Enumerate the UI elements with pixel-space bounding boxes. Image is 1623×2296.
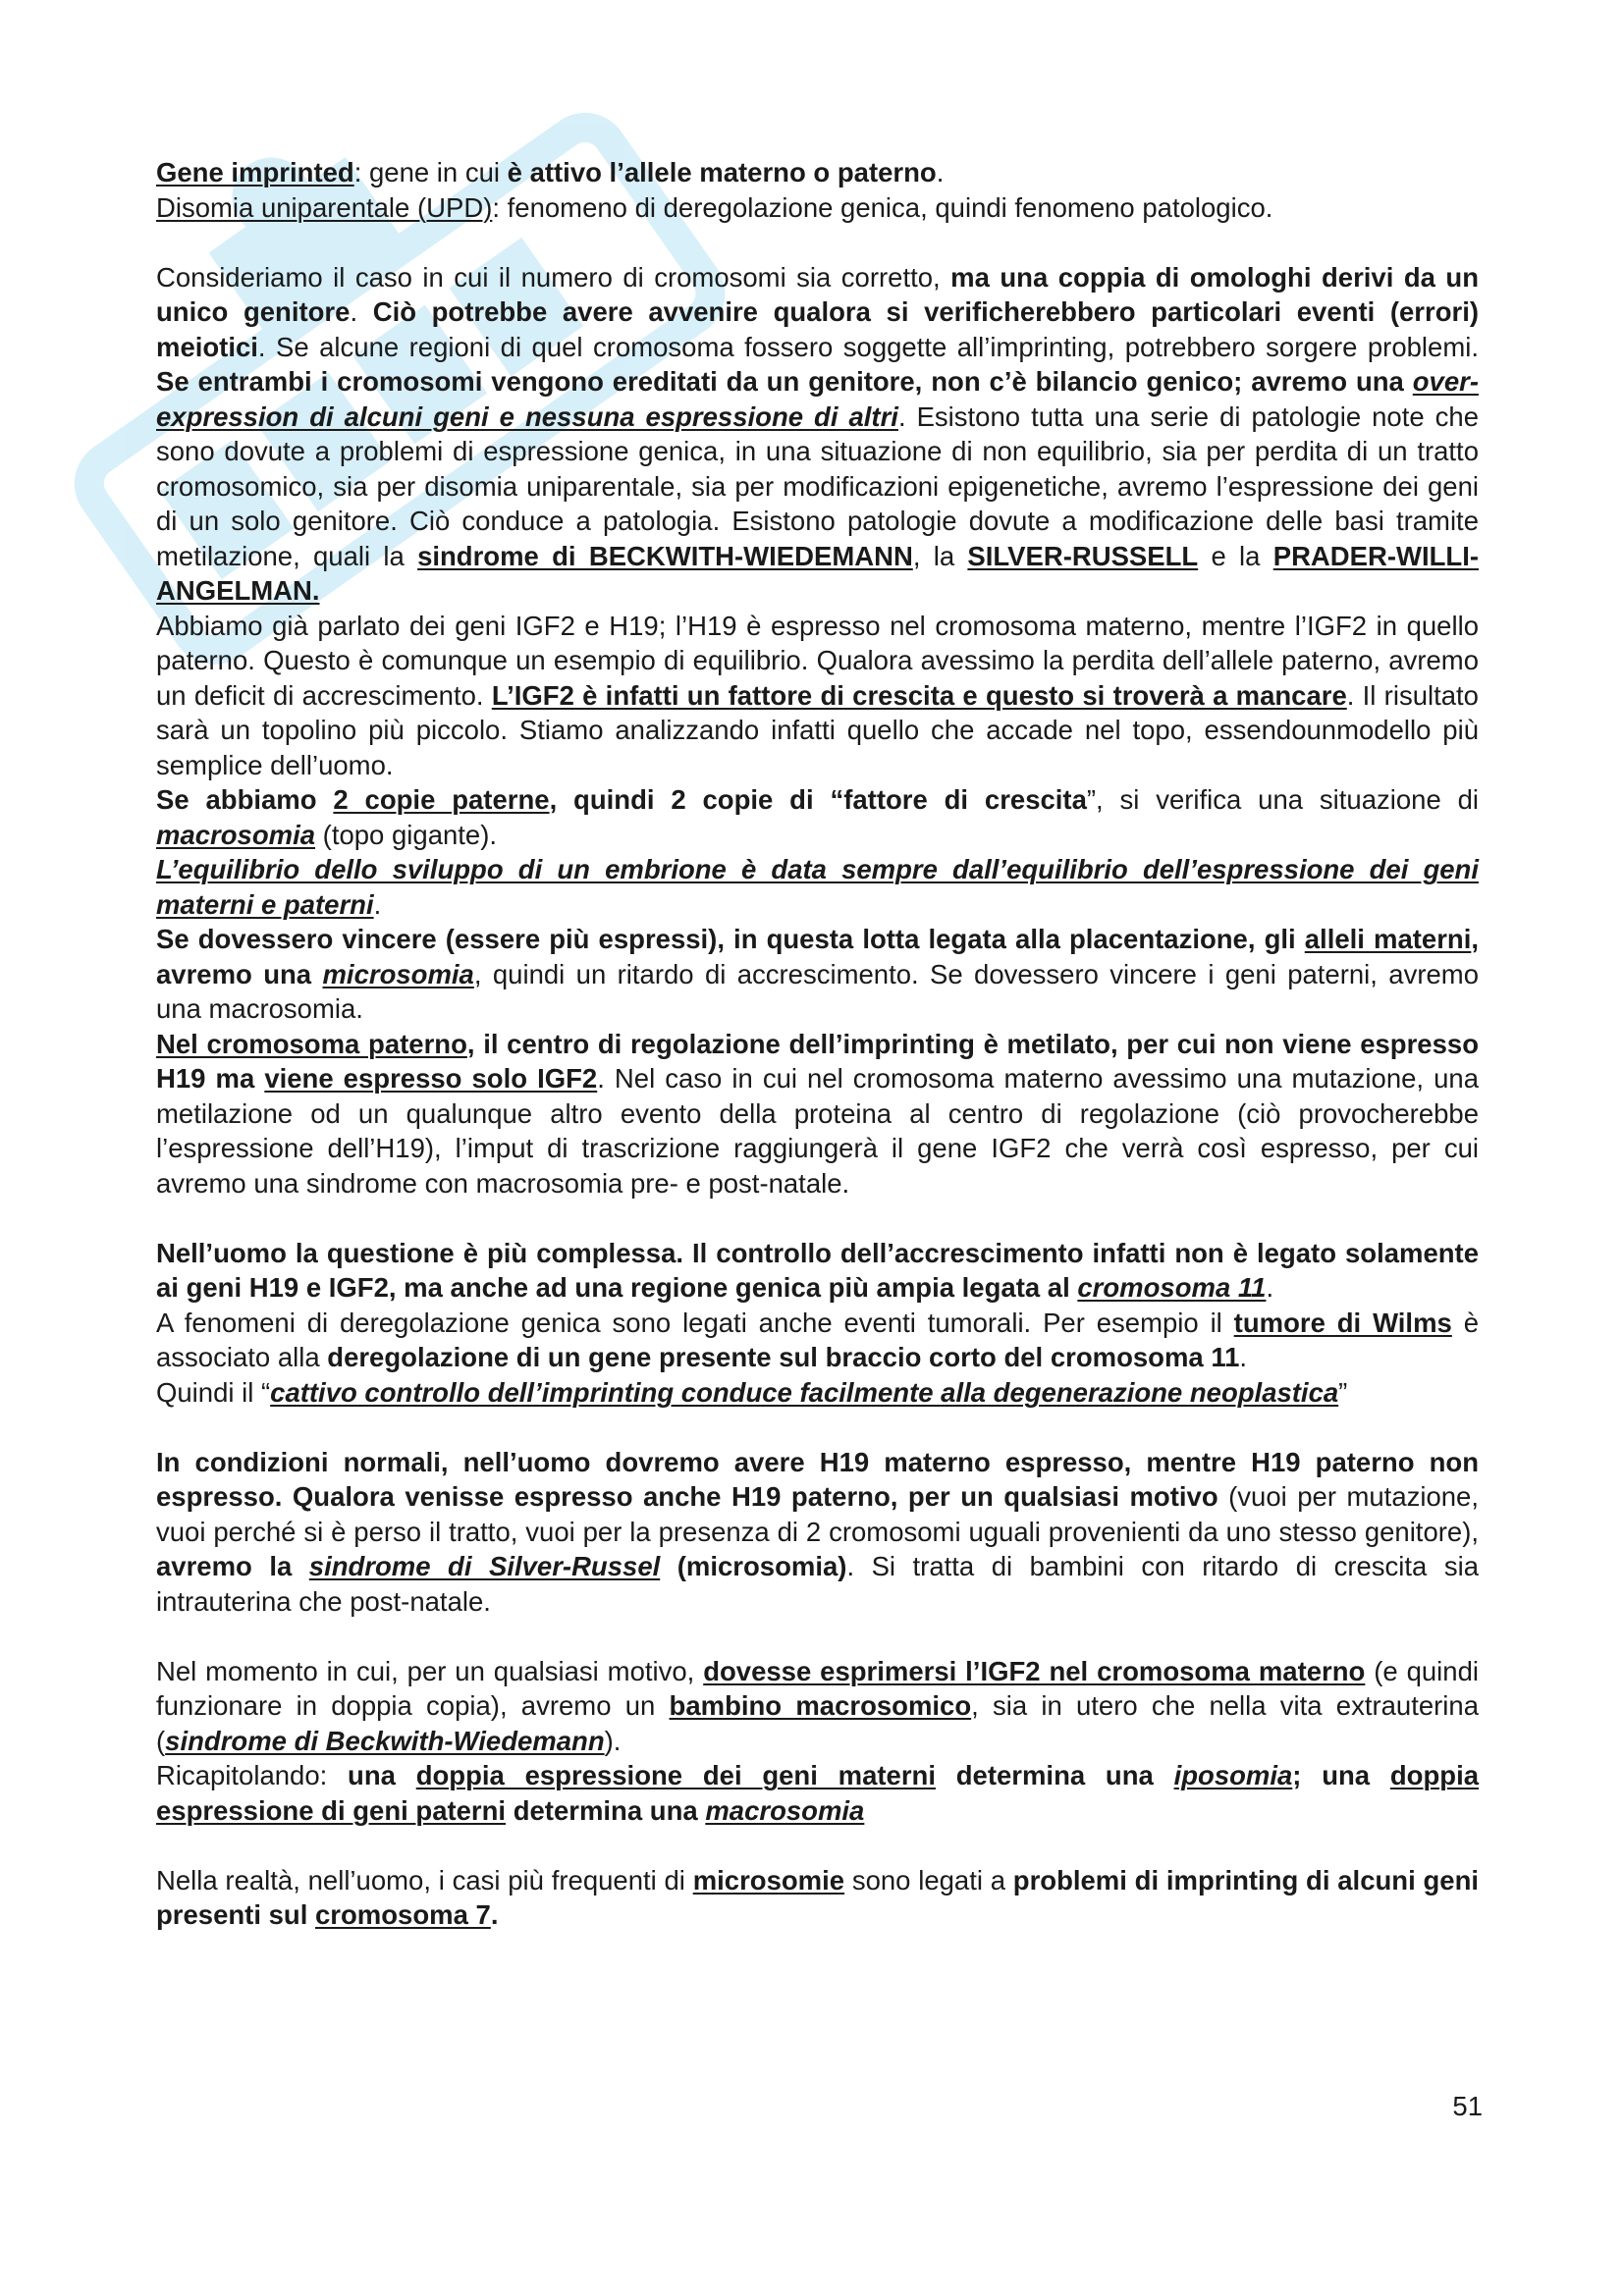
bold-span: Nell’uomo la questione è più complessa. Il controllo dell’accrescimento infatti non è legato solamente ai geni H19 e IGF2, ma anche ad una regione genica più ampia legata al — [156, 1237, 1479, 1303]
paragraph-igf2-h19 — [156, 609, 1479, 783]
text-span: Quindi il “ — [156, 1376, 271, 1408]
bold-span: . — [490, 1899, 499, 1930]
text-span: : fenomeno di deregolazione genica, quindi fenomeno patologico. — [492, 191, 1273, 223]
paragraph-equilibrio — [156, 852, 1479, 922]
text-span: . Se alcune regioni di quel cromosoma fossero soggette all’imprinting, potrebbero sorgere problemi. — [257, 331, 1479, 362]
page-number: 51 — [1452, 2091, 1483, 2121]
text-span: . — [1239, 1342, 1248, 1372]
text-span: sono legati a — [844, 1864, 1013, 1896]
emphasis-span: dovesse esprimersi l’IGF2 nel cromosoma materno — [703, 1655, 1366, 1686]
term-silver-russell: SILVER-RUSSELL — [967, 540, 1199, 571]
text-span: (e quindi funzionare in doppia copia), avremo un — [156, 1655, 1479, 1721]
bold-span: (microsomia) — [660, 1551, 847, 1581]
emphasis-span: L’IGF2 è infatti un fattore di crescita e questo si troverà a mancare — [491, 679, 1347, 711]
emphasis-span: macrosomia — [705, 1794, 865, 1826]
term-beckwith: sindrome di BECKWITH-WIEDEMANN — [417, 540, 913, 571]
emphasis-span: doppia espressione dei geni materni — [415, 1760, 936, 1790]
text-span: Abbiamo già parlato dei geni IGF2 e H19; l’H19 è espresso nel cromosoma materno, mentre l’IGF2 in quello paterno. Questo è comunque un esempio di equilibrio. Qualora avessimo la perdita dell’allele paterno, avremo un deficit di accrescimento. — [156, 610, 1479, 711]
paragraph-gene-imprinted — [156, 155, 1479, 190]
document-body — [156, 155, 1479, 1933]
bold-span: , il centro di regolazione dell’imprinting è metilato, per cui non viene espresso H19 ma — [156, 1028, 1479, 1094]
paragraph-microsomie — [156, 1863, 1479, 1933]
emphasis-span: doppia espressione di geni paterni — [156, 1760, 1480, 1826]
emphasis-span: Nel cromosoma paterno — [156, 1028, 467, 1059]
text-span: Consideriamo il caso in cui il numero di cromosomi sia corretto, — [156, 261, 951, 293]
bold-span: ma una coppia di omologhi derivi da un unico genitore — [156, 261, 1479, 327]
bold-span: determina una — [506, 1794, 706, 1826]
paragraph-beckwith — [156, 1654, 1479, 1759]
bold-span: In condizioni normali, nell’uomo dovremo avere H19 materno espresso, mentre H19 paterno non espresso. Qualora venisse espresso anche H19 paterno, per un qualsiasi motivo — [156, 1446, 1479, 1512]
emphasis-span: 2 copie paterne — [333, 784, 550, 815]
bold-span: avremo la — [156, 1551, 309, 1581]
emphasis-span: L’equilibrio dello sviluppo di un embrione è data sempre dall’equilibrio dell’espressione dei geni materni e paterni — [156, 854, 1479, 920]
text-span: . — [1266, 1272, 1274, 1303]
text-span: A fenomeni di deregolazione genica sono legati anche eventi tumorali. Per esempio il — [156, 1307, 1234, 1338]
text-span: ” — [1338, 1376, 1348, 1408]
emphasis-span: macrosomia — [156, 819, 316, 850]
spacer — [156, 1410, 1479, 1445]
text-span: e la — [1198, 540, 1273, 571]
emphasis-span: cromosoma 11 — [1077, 1272, 1267, 1303]
emphasis-span: bambino macrosomico — [669, 1690, 972, 1721]
text-span: Nel momento in cui, per un qualsiasi motivo, — [156, 1655, 704, 1686]
paragraph-microsomia — [156, 922, 1479, 1027]
text-span: , quindi un ritardo di accrescimento. Se dovessero vincere i geni paterni, avremo una macrosomia. — [156, 958, 1479, 1024]
term-gene-imprinted: Gene imprinted — [156, 157, 354, 187]
text-span: , la — [912, 540, 968, 571]
emphasis-span: iposomia — [1173, 1760, 1293, 1790]
text-span: (vuoi per mutazione, vuoi perché si è perso il tratto, vuoi per la presenza di 2 cromosomi uguali provenienti da uno stesso genitore), — [156, 1481, 1479, 1547]
paragraph-ricapitolando — [156, 1758, 1479, 1828]
paragraph-omologhi — [156, 260, 1479, 609]
term-prader-willi: PRADER-WILLI-ANGELMAN. — [156, 540, 1480, 606]
bold-span: , avremo una — [156, 924, 1479, 989]
emphasis-span: microsomie — [692, 1864, 845, 1896]
bold-span: è attivo l’allele materno o paterno — [507, 157, 937, 187]
text-span: . — [373, 888, 382, 920]
bold-span: problemi di imprinting di alcuni geni presenti sul — [156, 1864, 1480, 1930]
emphasis-span: viene espresso solo IGF2 — [264, 1063, 598, 1094]
bold-span: Se entrambi i cromosomi vengono ereditati da un genitore, non c’è bilancio genico; avremo una — [156, 366, 1413, 397]
text-span: . — [936, 157, 945, 187]
bold-span: ; una — [1292, 1760, 1390, 1790]
emphasis-span: microsomia — [322, 958, 474, 989]
text-span: ”, si verifica una situazione di — [1086, 784, 1479, 815]
text-span: Ricapitolando: — [156, 1760, 349, 1790]
emphasis-span: sindrome di Beckwith-Wiedemann — [165, 1725, 605, 1756]
paragraph-uomo — [156, 1236, 1479, 1306]
paragraph-silver-russel — [156, 1445, 1479, 1620]
term-upd: Disomia uniparentale (UPD) — [156, 191, 493, 223]
spacer — [156, 1619, 1479, 1654]
spacer — [156, 225, 1479, 260]
spacer — [156, 1828, 1479, 1863]
text-span: , sia in utero che nella vita extrauterina ( — [156, 1690, 1479, 1756]
text-span: . Il risultato sarà un topolino più piccolo. Stiamo analizzando infatti quello che accade nel topo, essendounmodello più semplice dell’uomo. — [156, 679, 1479, 780]
text-span: . Nel caso in cui nel cromosoma materno avessimo una mutazione, una metilazione od un qualunque altro evento della proteina al centro di regolazione (ciò provocherebbe l’espressione dell’H19), l’imput di trascrizione raggiungerà il gene IGF2 che verrà così espresso, per cui avremo una sindrome con macrosomia pre- e post-natale. — [156, 1063, 1479, 1199]
bold-span: Se abbiamo — [156, 784, 334, 815]
text-span: . — [350, 296, 373, 327]
bold-span: Se dovessero vincere (essere più espressi), in questa lotta legata alla placentazione, gli — [156, 924, 1305, 954]
text-span: . Esistono tutta una serie di patologie note che sono dovute a problemi di espressione genica, in una situazione di non equilibrio, sia per perdita di un tratto cromosomico, sia per disomia uniparentale, sia per modificazioni epigenetiche, avremo l’espressione dei geni di un solo genitore. Ciò conduce a patologia. Esistono patologie dovute a modificazione delle basi tramite metilazione, quali la — [156, 400, 1479, 571]
paragraph-cromosoma-paterno — [156, 1027, 1479, 1201]
emphasis-span: alleli materni — [1304, 924, 1472, 954]
emphasis-span: over-expression di alcuni geni e nessuna espressione di altri — [156, 366, 1479, 432]
paragraph-upd — [156, 190, 1479, 226]
bold-span: determina una — [935, 1760, 1174, 1790]
text-span: ). — [604, 1725, 622, 1756]
bold-span: Ciò potrebbe avere avvenire qualora si verificherebbero particolari eventi (errori) meiotici — [156, 296, 1480, 362]
spacer — [156, 1201, 1479, 1236]
text-span: Nella realtà, nell’uomo, i casi più frequenti di — [156, 1864, 693, 1896]
text-span: (topo gigante). — [315, 819, 498, 850]
text-span: è associato alla — [156, 1307, 1479, 1372]
emphasis-span: sindrome di Silver-Russel — [308, 1551, 661, 1581]
bold-span: deregolazione di un gene presente sul braccio corto del cromosoma 11 — [327, 1342, 1240, 1372]
emphasis-span: cattivo controllo dell’imprinting conduce facilmente alla degenerazione neoplastica — [270, 1376, 1339, 1408]
paragraph-quote — [156, 1375, 1479, 1411]
term-wilms: tumore di Wilms — [1233, 1307, 1452, 1338]
emphasis-span: cromosoma 7 — [315, 1899, 491, 1930]
paragraph-copie-paterne — [156, 782, 1479, 852]
paragraph-wilms — [156, 1306, 1479, 1375]
text-span: . Si tratta di bambini con ritardo di crescita sia intrauterina che post-natale. — [156, 1551, 1479, 1617]
bold-span: , quindi 2 copie di “fattore di crescita — [549, 784, 1087, 815]
bold-span: una — [348, 1760, 416, 1790]
text-span: : gene in cui — [353, 157, 508, 187]
